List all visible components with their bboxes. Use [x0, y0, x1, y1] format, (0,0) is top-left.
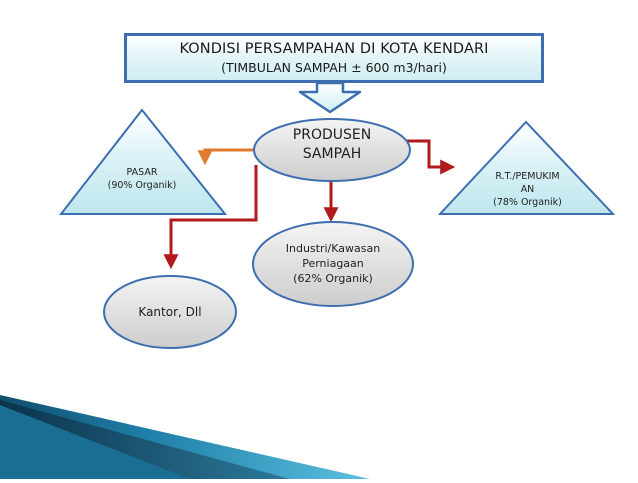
pasar-label — [82, 166, 202, 192]
title-box — [124, 33, 544, 83]
kantor-label: Kantor, Dll — [138, 305, 202, 319]
industri-label-line2: Perniagaan — [302, 257, 364, 270]
diagram-subtitle: (TIMBULAN SAMPAH ± 600 m3/hari) — [221, 60, 447, 75]
pasar-triangle — [61, 110, 225, 214]
produsen-label-line2: SAMPAH — [302, 146, 362, 162]
pemukiman-label-line2: AN — [520, 184, 535, 195]
industri-label-line3: (62% Organik) — [293, 272, 373, 285]
pasar-label-line2: (90% Organik) — [107, 180, 177, 191]
down-arrow-shape — [300, 83, 360, 112]
pemukiman-label-line3: (78% Organik) — [493, 197, 562, 208]
pasar-label-line1: PASAR — [126, 167, 158, 178]
produsen-label — [262, 126, 402, 164]
produsen-label-line1: PRODUSEN — [292, 127, 372, 143]
pemukiman-label — [470, 170, 585, 209]
industri-label-line1: Industri/Kawasan — [285, 242, 381, 255]
industri-label — [263, 241, 403, 286]
pemukiman-label-line1: R.T./PEMUKIM — [495, 171, 560, 182]
diagram-title: KONDISI PERSAMPAHAN DI KOTA KENDARI — [179, 41, 489, 57]
arrow-to-pasar — [205, 150, 253, 158]
